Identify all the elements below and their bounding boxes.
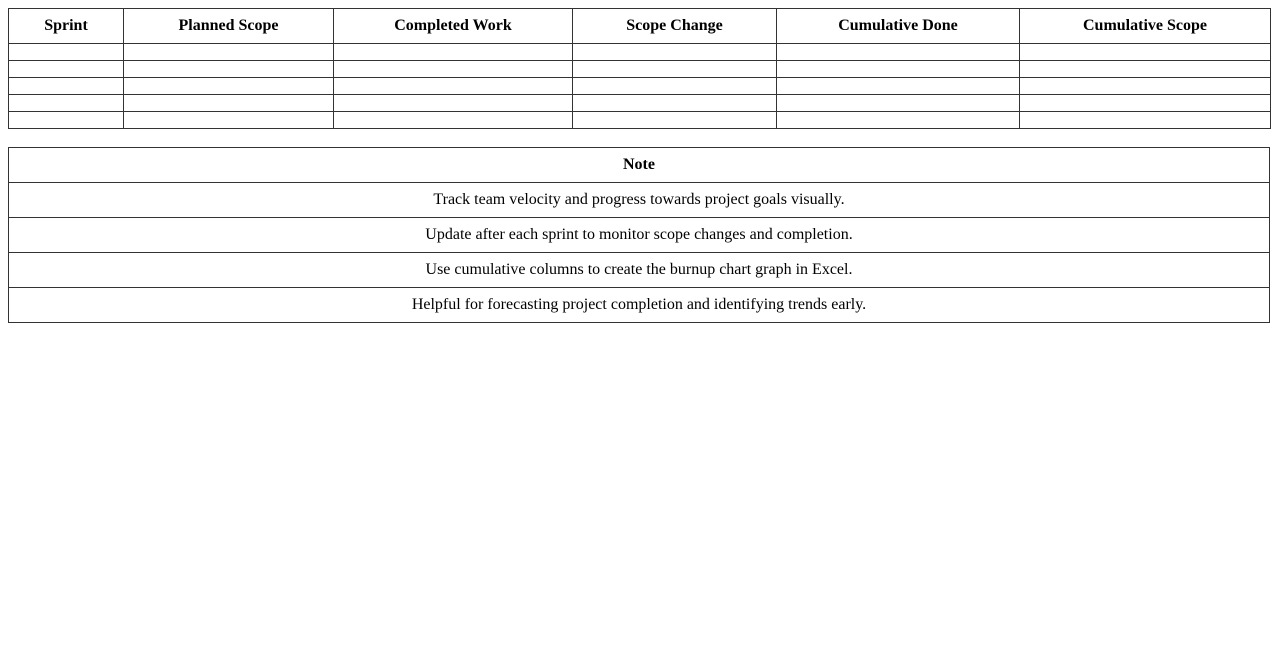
table-row — [9, 112, 1271, 129]
table-cell[interactable] — [124, 61, 334, 78]
note-text: Helpful for forecasting project completion and identifying trends early. — [9, 288, 1270, 323]
notes-header-row — [9, 148, 1270, 183]
column-header-completed-work: Completed Work — [334, 9, 573, 44]
table-row — [9, 95, 1271, 112]
table-row — [9, 44, 1271, 61]
table-cell[interactable] — [9, 112, 124, 129]
table-cell[interactable] — [1020, 95, 1271, 112]
table-cell[interactable] — [777, 44, 1020, 61]
notes-header: Note — [9, 148, 1270, 183]
table-cell[interactable] — [1020, 112, 1271, 129]
column-header-cumulative-done: Cumulative Done — [777, 9, 1020, 44]
table-cell[interactable] — [1020, 44, 1271, 61]
table-cell[interactable] — [334, 44, 573, 61]
table-cell[interactable] — [9, 95, 124, 112]
table-cell[interactable] — [777, 61, 1020, 78]
table-cell[interactable] — [334, 78, 573, 95]
table-row — [9, 78, 1271, 95]
table-cell[interactable] — [573, 61, 777, 78]
note-row — [9, 218, 1270, 253]
table-cell[interactable] — [9, 61, 124, 78]
table-cell[interactable] — [573, 95, 777, 112]
column-header-cumulative-scope: Cumulative Scope — [1020, 9, 1271, 44]
table-cell[interactable] — [124, 112, 334, 129]
table-cell[interactable] — [1020, 78, 1271, 95]
table-cell[interactable] — [777, 95, 1020, 112]
table-cell[interactable] — [573, 44, 777, 61]
note-text: Use cumulative columns to create the burnup chart graph in Excel. — [9, 253, 1270, 288]
table-cell[interactable] — [9, 78, 124, 95]
burnup-tracker-table — [8, 8, 1271, 129]
table-row — [9, 61, 1271, 78]
table-cell[interactable] — [334, 61, 573, 78]
table-cell[interactable] — [777, 112, 1020, 129]
table-cell[interactable] — [1020, 61, 1271, 78]
table-cell[interactable] — [334, 95, 573, 112]
note-row — [9, 253, 1270, 288]
column-header-scope-change: Scope Change — [573, 9, 777, 44]
table-cell[interactable] — [334, 112, 573, 129]
table-cell[interactable] — [777, 78, 1020, 95]
table-cell[interactable] — [124, 44, 334, 61]
table-cell[interactable] — [573, 78, 777, 95]
table-cell[interactable] — [124, 78, 334, 95]
table-cell[interactable] — [573, 112, 777, 129]
note-text: Update after each sprint to monitor scope changes and completion. — [9, 218, 1270, 253]
column-header-sprint: Sprint — [9, 9, 124, 44]
notes-table — [8, 147, 1270, 323]
note-row — [9, 288, 1270, 323]
table-cell[interactable] — [9, 44, 124, 61]
table-cell[interactable] — [124, 95, 334, 112]
column-header-planned-scope: Planned Scope — [124, 9, 334, 44]
note-row — [9, 183, 1270, 218]
note-text: Track team velocity and progress towards project goals visually. — [9, 183, 1270, 218]
header-row — [9, 9, 1271, 44]
